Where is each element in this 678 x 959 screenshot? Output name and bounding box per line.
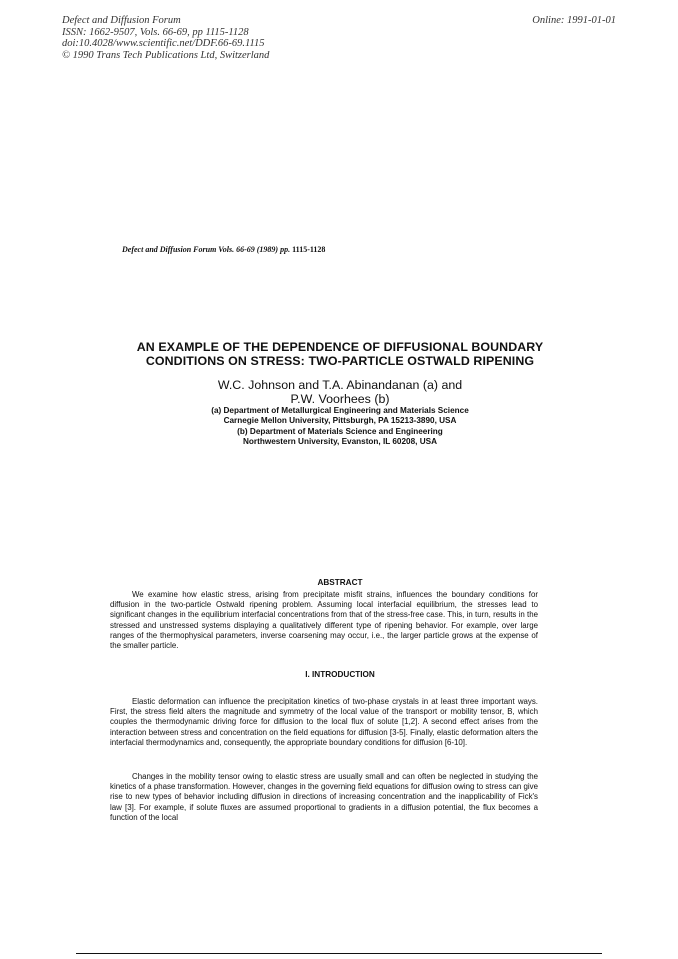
affiliation-line: Carnegie Mellon University, Pittsburgh, PA 15213-3890, USA: [223, 416, 457, 426]
online-date: Online: 1991-01-01: [532, 15, 616, 26]
copyright-line: © 1990 Trans Tech Publications Ltd, Switzerland: [62, 49, 270, 61]
journal-reference: [122, 245, 325, 254]
paper-title: [80, 340, 600, 368]
introduction-heading: I. INTRODUCTION: [305, 670, 375, 679]
footer-rule: [76, 953, 602, 954]
doi-link[interactable]: doi:10.4028/www.scientific.net/DDF.66-69.1115: [62, 38, 265, 50]
introduction-paragraph-2: Changes in the mobility tensor owing to elastic stress are usually small and can often be neglected in studying the kinetics of a phase transformation. However, changes in the governing field equations for diffusion owing to stress can give rise to new types of behavior including diffusion in directions of increasing concentration and the inapplicability of Fick's law [3]. For example, if solute fluxes are assumed proportional to gradients in a diffusion potential, the flux becomes a function of the local: [110, 772, 538, 822]
introduction-paragraph-1: Elastic deformation can influence the precipitation kinetics of two-phase crystals in at least three important ways. First, the stress field alters the magnitude and symmetry of the local value of the transport or mobility tensor, B, which couples the thermodynamic driving force for diffusion to the local flux of solute [1,2]. A second effect arises from the interaction between stress and concentration on the field equations for diffusion [3-5]. Finally, elastic deformation alters the interfacial thermodynamics and, consequently, the appropriate boundary conditions for diffusion [6-10].: [110, 697, 538, 747]
affiliation-line: (a) Department of Metallurgical Engineering and Materials Science: [211, 406, 469, 415]
affiliations: [80, 406, 600, 448]
authors-line-1: W.C. Johnson and T.A. Abinandanan (a) and: [217, 378, 463, 392]
author-list: [80, 378, 600, 406]
affiliation-line: (b) Department of Materials Science and Engineering: [237, 426, 443, 436]
title-line-2: CONDITIONS ON STRESS: TWO-PARTICLE OSTWALD RIPENING: [145, 354, 535, 368]
affiliation-line: Northwestern University, Evanston, IL 60208, USA: [243, 437, 437, 447]
abstract-heading: ABSTRACT: [317, 578, 363, 587]
publication-header: [62, 15, 269, 61]
journal-reference-italic: Defect and Diffusion Forum Vols. 66-69 (1989) pp.: [122, 245, 291, 254]
title-line-1: AN EXAMPLE OF THE DEPENDENCE OF DIFFUSIONAL BOUNDARY: [136, 340, 544, 354]
journal-reference-pages: 1115-1128: [292, 245, 326, 254]
authors-line-2: P.W. Voorhees (b): [290, 392, 390, 406]
issn-line: ISSN: 1662-9507, Vols. 66-69, pp 1115-1128: [62, 26, 249, 38]
journal-name: Defect and Diffusion Forum: [62, 15, 181, 26]
abstract-text: We examine how elastic stress, arising from precipitate misfit strains, influences the boundary conditions for diffusion in the two-particle Ostwald ripening problem. Assuming local interfacial equilibrium, the stresses lead to significant changes in the equilibrium interfacial concentrations from that of the stress-free case. This, in turn, results in the stressed and unstressed systems displaying a qualitatively different type of ripening behavior. For example, over large ranges of the thermophysical parameters, inverse coarsening may occur, i.e., the larger particle grows at the expense of the smaller particle.: [110, 590, 538, 651]
